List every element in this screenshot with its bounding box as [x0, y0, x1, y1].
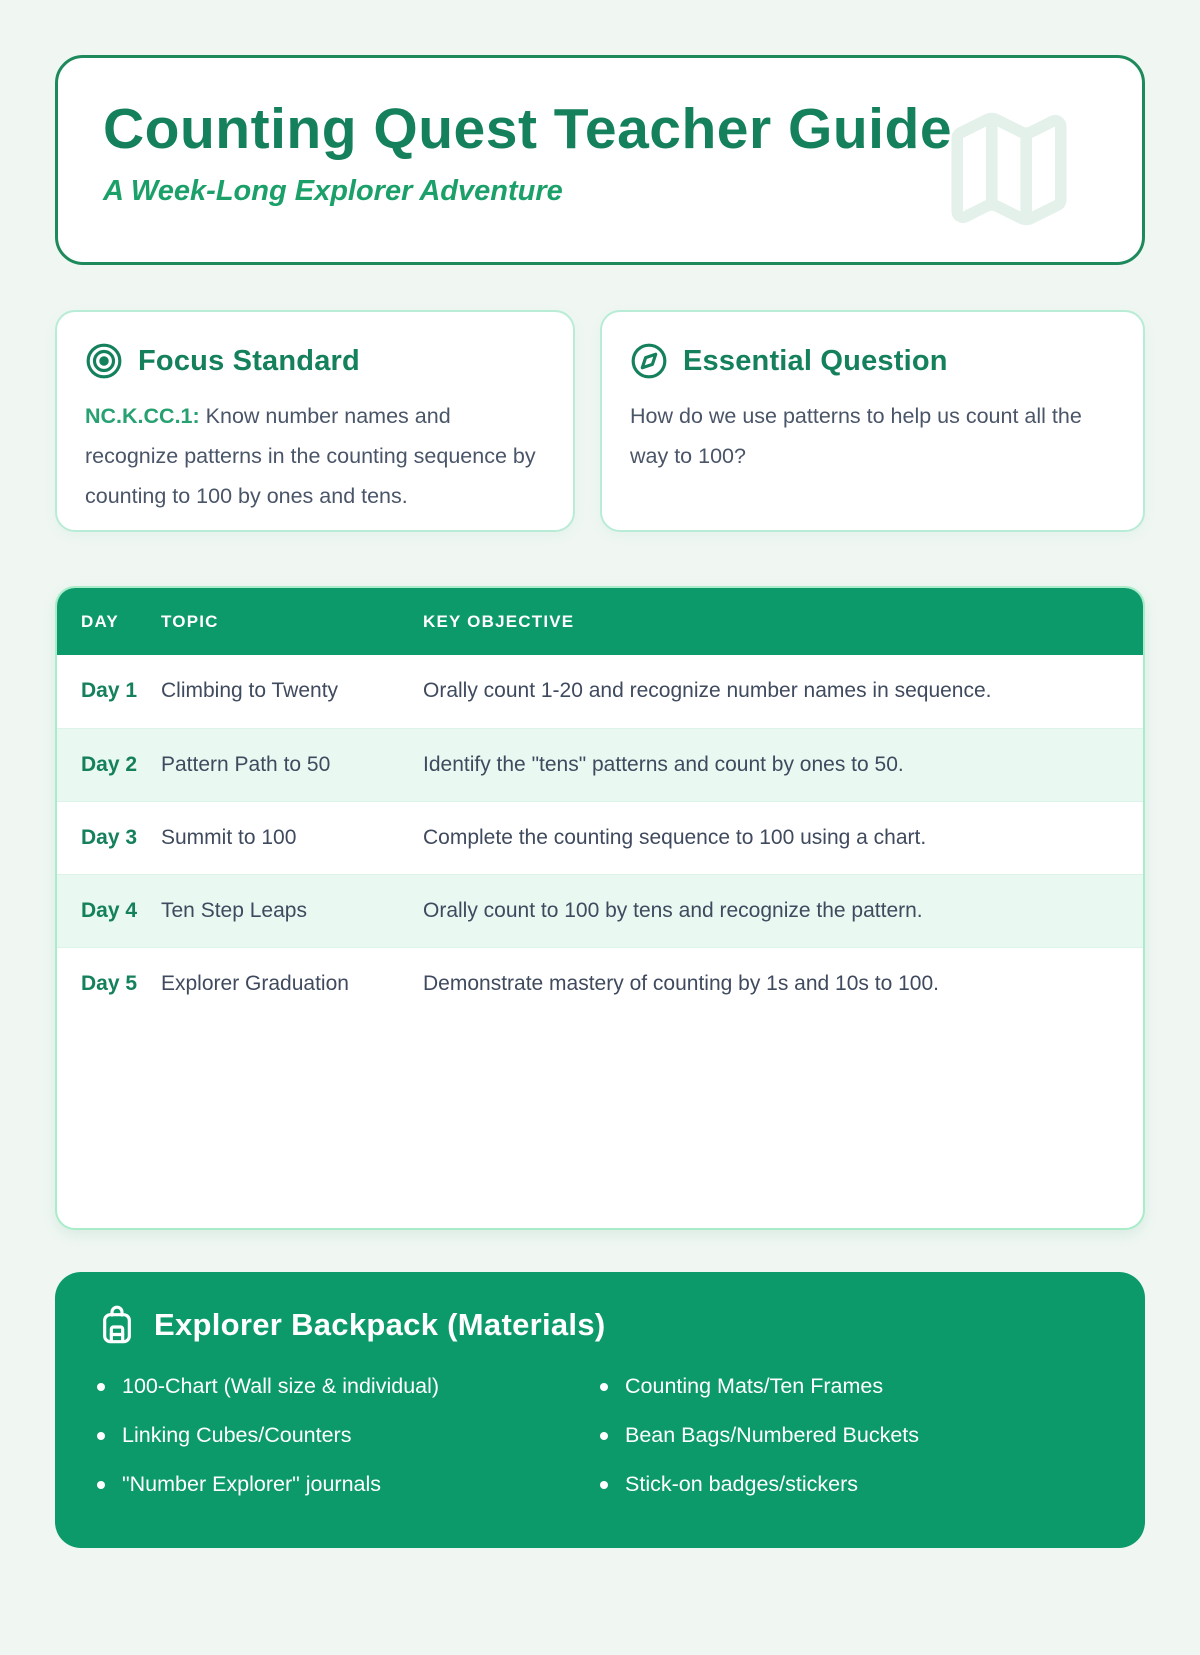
material-item-label: Linking Cubes/Counters	[122, 1423, 352, 1447]
essential-question-text: How do we use patterns to help us count all the way to 100?	[630, 404, 1082, 468]
standard-code: NC.K.CC.1:	[85, 404, 200, 428]
schedule-row-3	[57, 801, 1143, 874]
page-subtitle: A Week-Long Explorer Adventure	[103, 174, 563, 207]
objective-cell: Orally count 1-20 and recognize number names in sequence.	[423, 679, 992, 703]
schedule-table-body	[57, 655, 1143, 1020]
material-item-label: "Number Explorer" journals	[122, 1472, 382, 1496]
backpack-icon	[97, 1304, 137, 1346]
bullet-icon	[97, 1383, 105, 1391]
schedule-table	[57, 588, 1143, 1020]
essential-question-header	[630, 342, 1115, 380]
essential-question-card	[600, 310, 1145, 532]
materials-title: Explorer Backpack (Materials)	[154, 1307, 606, 1342]
topic-cell: Pattern Path to 50	[161, 752, 331, 776]
compass-icon	[630, 342, 668, 380]
day-cell: Day 4	[81, 898, 138, 922]
topic-cell: Summit to 100	[161, 825, 297, 849]
day-cell: Day 2	[81, 752, 138, 776]
bullet-icon	[600, 1481, 608, 1489]
page-title: Counting Quest Teacher Guide	[103, 97, 953, 161]
column-header-objective: KEY OBJECTIVE	[423, 611, 575, 631]
focus-standard-title: Focus Standard	[138, 344, 360, 377]
schedule-table-head	[57, 588, 1143, 655]
day-cell: Day 3	[81, 825, 138, 849]
day-cell: Day 1	[81, 679, 138, 703]
schedule-row-2	[57, 728, 1143, 801]
objective-cell: Complete the counting sequence to 100 using a chart.	[423, 825, 927, 849]
materials-list-left	[97, 1374, 600, 1521]
schedule-header-row	[57, 588, 1143, 655]
schedule-table-card	[55, 586, 1145, 1230]
topic-cell: Climbing to Twenty	[161, 679, 339, 703]
info-cards-row	[55, 310, 1145, 532]
schedule-row-5	[57, 947, 1143, 1020]
essential-question-title: Essential Question	[683, 344, 948, 377]
material-item	[600, 1423, 1103, 1448]
materials-list-right	[600, 1374, 1103, 1521]
material-item-label: Bean Bags/Numbered Buckets	[625, 1423, 919, 1447]
material-item	[600, 1472, 1103, 1497]
focus-standard-header	[85, 342, 545, 380]
day-cell: Day 5	[81, 971, 138, 995]
material-item-label: 100-Chart (Wall size & individual)	[122, 1374, 440, 1398]
bullet-icon	[97, 1481, 105, 1489]
target-icon	[85, 342, 123, 380]
material-item-label: Stick-on badges/stickers	[625, 1472, 859, 1496]
bullet-icon	[600, 1383, 608, 1391]
objective-cell: Demonstrate mastery of counting by 1s and 10s to 100.	[423, 971, 939, 995]
bullet-icon	[600, 1432, 608, 1440]
materials-header	[97, 1304, 1103, 1346]
materials-columns	[97, 1374, 1103, 1521]
bullet-icon	[97, 1432, 105, 1440]
material-item	[97, 1472, 600, 1497]
standard-description: Know number names and recognize patterns in the counting sequence by counting to 100 by ones and tens.	[85, 404, 536, 508]
column-header-day: DAY	[81, 611, 119, 631]
column-header-topic: TOPIC	[161, 611, 219, 631]
material-item	[97, 1423, 600, 1448]
material-item	[97, 1374, 600, 1399]
material-item	[600, 1374, 1103, 1399]
focus-standard-card	[55, 310, 575, 532]
materials-card	[55, 1272, 1145, 1548]
objective-cell: Identify the "tens" patterns and count by ones to 50.	[423, 752, 904, 776]
topic-cell: Ten Step Leaps	[161, 898, 307, 922]
schedule-row-1	[57, 655, 1143, 728]
schedule-row-4	[57, 874, 1143, 947]
header-card	[55, 55, 1145, 265]
objective-cell: Orally count to 100 by tens and recognize the pattern.	[423, 898, 923, 922]
topic-cell: Explorer Graduation	[161, 971, 349, 995]
material-item-label: Counting Mats/Ten Frames	[625, 1374, 884, 1398]
focus-standard-text	[85, 396, 545, 516]
